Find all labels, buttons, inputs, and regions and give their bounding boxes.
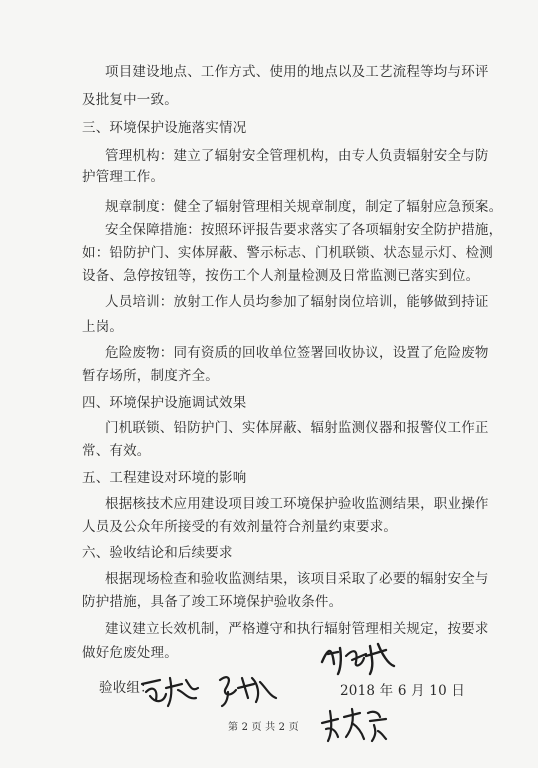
signature-bottom-right bbox=[318, 703, 390, 745]
body-line: 暂存场所，制度齐全。 bbox=[82, 368, 219, 384]
body-line: 上岗。 bbox=[82, 319, 124, 335]
body-line: 做好危废处理。 bbox=[82, 645, 178, 661]
signature-left-1 bbox=[138, 670, 202, 710]
body-line: 项目建设地点、工作方式、使用的地点以及工艺流程等均与环评 bbox=[105, 64, 489, 80]
acceptance-group-label: 验收组： bbox=[99, 680, 154, 696]
body-line: 门机联锁、铅防护门、实体屏蔽、辐射监测仪器和报警仪工作正 bbox=[105, 420, 489, 436]
section-heading: 三、环境保护设施落实情况 bbox=[82, 120, 247, 136]
body-line: 根据核技术应用建设项目竣工环境保护验收监测结果，职业操作 bbox=[105, 496, 489, 512]
body-line: 管理机构：建立了辐射安全管理机构，由专人负责辐射安全与防 bbox=[105, 148, 489, 164]
body-line: 及批复中一致。 bbox=[82, 92, 178, 108]
body-line: 安全保障措施：按照环评报告要求落实了各项辐射安全防护措施， bbox=[105, 222, 503, 238]
signature-left-2 bbox=[214, 668, 280, 708]
section-heading: 六、验收结论和后续要求 bbox=[82, 545, 233, 561]
signing-date: 2018 年 6 月 10 日 bbox=[340, 683, 466, 699]
body-line: 如：铅防护门、实体屏蔽、警示标志、门机联锁、状态显示灯、检测 bbox=[82, 245, 493, 261]
section-heading: 五、工程建设对环境的影响 bbox=[82, 470, 247, 486]
body-line: 建议建立长效机制，严格遵守和执行辐射管理相关规定，按要求 bbox=[105, 621, 489, 637]
body-line: 根据现场检查和验收监测结果，该项目采取了必要的辐射安全与 bbox=[105, 571, 489, 587]
body-line: 防护措施，具备了竣工环境保护验收条件。 bbox=[82, 594, 343, 610]
body-line: 危险废物：同有资质的回收单位签署回收协议，设置了危险废物 bbox=[105, 345, 489, 361]
body-line: 护管理工作。 bbox=[82, 169, 165, 185]
page-number: 第 2 页 共 2 页 bbox=[228, 722, 299, 733]
body-line: 设备、急停按钮等，按伤工个人剂量检测及日常监测已落实到位。 bbox=[82, 268, 480, 284]
body-line: 人员及公众年所接受的有效剂量符合剂量约束要求。 bbox=[82, 519, 398, 535]
signature-top-right bbox=[318, 636, 398, 680]
body-line: 规章制度：健全了辐射管理相关规章制度，制定了辐射应急预案。 bbox=[105, 199, 503, 215]
body-line: 人员培训：放射工作人员均参加了辐射岗位培训，能够做到持证 bbox=[105, 294, 489, 310]
body-line: 常、有效。 bbox=[82, 443, 151, 459]
section-heading: 四、环境保护设施调试效果 bbox=[82, 395, 247, 411]
